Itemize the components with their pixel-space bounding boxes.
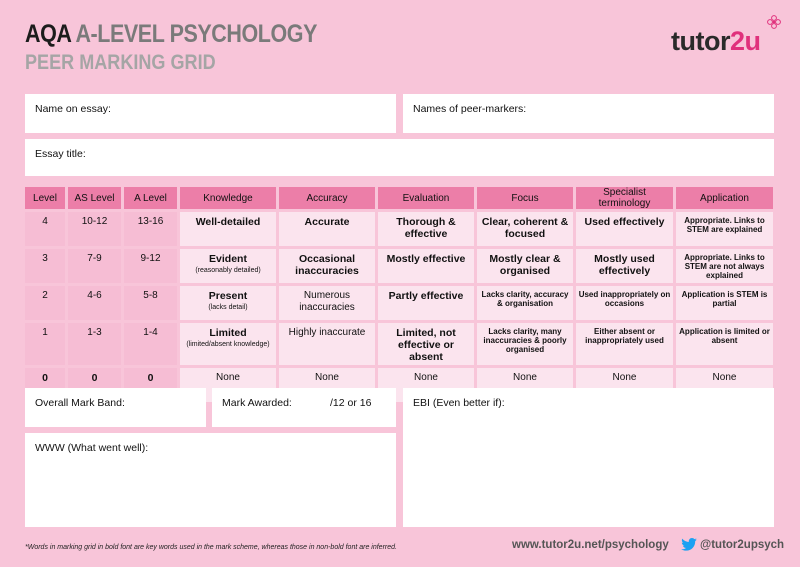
knowledge-text: Present xyxy=(208,290,248,302)
application-cell: None xyxy=(676,368,773,402)
ebi-field[interactable] xyxy=(403,388,774,527)
header-application: Application xyxy=(676,187,773,209)
name-on-essay-field[interactable] xyxy=(25,94,396,133)
knowledge-note: (lacks detail) xyxy=(208,304,248,312)
level-cell: 1 xyxy=(25,323,65,365)
grid-row xyxy=(25,212,773,246)
grid-row xyxy=(25,286,773,320)
twitter-icon xyxy=(681,538,697,551)
logo-text: tutor xyxy=(671,26,730,56)
focus-cell: Mostly clear & organised xyxy=(477,249,573,283)
ebi-label: EBI (Even better if): xyxy=(413,397,505,409)
header-knowledge: Knowledge xyxy=(180,187,276,209)
overall-mark-band-label: Overall Mark Band: xyxy=(35,397,125,409)
application-cell: Application is STEM is partial xyxy=(676,286,773,320)
level-cell: 4 xyxy=(25,212,65,246)
mark-awarded-field[interactable] xyxy=(212,388,396,427)
a-level-cell: 1-4 xyxy=(124,323,177,365)
a-level-cell: 13-16 xyxy=(124,212,177,246)
knowledge-cell xyxy=(180,212,276,246)
peer-markers-label: Names of peer-markers: xyxy=(413,103,527,115)
knowledge-note: (limited/absent knowledge) xyxy=(186,341,270,349)
a-level-cell: 5-8 xyxy=(124,286,177,320)
name-on-essay-label: Name on essay: xyxy=(35,103,111,115)
accuracy-cell: None xyxy=(279,368,375,402)
evaluation-cell: Mostly effective xyxy=(378,249,474,283)
page-title xyxy=(25,20,317,49)
accuracy-cell: Accurate xyxy=(279,212,375,246)
flower-icon xyxy=(766,14,782,30)
application-cell: Application is limited or absent xyxy=(676,323,773,365)
title-aqa: AQA xyxy=(25,20,71,48)
application-cell: Appropriate. Links to STEM are not always explained xyxy=(676,249,773,283)
knowledge-cell xyxy=(180,323,276,365)
header-a-level: A Level xyxy=(124,187,177,209)
peer-markers-field[interactable] xyxy=(403,94,774,133)
footer-note: *Words in marking grid in bold font are key words used in the mark scheme, whereas those in non-bold font are inferred. xyxy=(25,544,397,551)
knowledge-cell: None xyxy=(180,368,276,402)
knowledge-text: Well-detailed xyxy=(195,216,261,228)
title-subject: A-LEVEL PSYCHOLOGY xyxy=(75,20,317,48)
knowledge-note: (reasonably detailed) xyxy=(195,267,261,275)
header-as-level: AS Level xyxy=(68,187,121,209)
grid-row xyxy=(25,323,773,365)
www-field[interactable] xyxy=(25,433,396,527)
terminology-cell: Used effectively xyxy=(576,212,673,246)
terminology-cell: None xyxy=(576,368,673,402)
as-level-cell: 7-9 xyxy=(68,249,121,283)
evaluation-cell: Limited, not effective or absent xyxy=(378,323,474,365)
terminology-cell: Either absent or inappropriately used xyxy=(576,323,673,365)
overall-mark-band-field[interactable] xyxy=(25,388,206,427)
mark-awarded-label: Mark Awarded: xyxy=(222,397,292,409)
evaluation-cell: Partly effective xyxy=(378,286,474,320)
accuracy-cell: Highly inaccurate xyxy=(279,323,375,365)
as-level-cell: 0 xyxy=(68,368,121,402)
focus-cell: Lacks clarity, accuracy & organisation xyxy=(477,286,573,320)
grid-row xyxy=(25,249,773,283)
header-level: Level xyxy=(25,187,65,209)
knowledge-text: Evident xyxy=(209,253,247,265)
a-level-cell: 9-12 xyxy=(124,249,177,283)
knowledge-cell xyxy=(180,249,276,283)
a-level-cell: 0 xyxy=(124,368,177,402)
terminology-cell: Mostly used effectively xyxy=(576,249,673,283)
focus-cell: Clear, coherent & focused xyxy=(477,212,573,246)
page-subtitle: PEER MARKING GRID xyxy=(25,51,216,74)
level-cell: 2 xyxy=(25,286,65,320)
accuracy-cell: Occasional inaccuracies xyxy=(279,249,375,283)
twitter-handle[interactable]: @tutor2upsych xyxy=(700,539,785,551)
focus-cell: None xyxy=(477,368,573,402)
application-cell: Appropriate. Links to STEM are explained xyxy=(676,212,773,246)
level-cell: 3 xyxy=(25,249,65,283)
header-focus: Focus xyxy=(477,187,573,209)
evaluation-cell: Thorough & effective xyxy=(378,212,474,246)
evaluation-cell: None xyxy=(378,368,474,402)
knowledge-text: Limited xyxy=(209,327,247,339)
level-cell: 0 xyxy=(25,368,65,402)
logo-accent: 2u xyxy=(729,26,761,56)
grid-header-row xyxy=(25,187,773,209)
focus-cell: Lacks clarity, many inaccuracies & poorly organised xyxy=(477,323,573,365)
header-evaluation: Evaluation xyxy=(378,187,474,209)
mark-awarded-suffix: /12 or 16 xyxy=(330,397,372,409)
as-level-cell: 10-12 xyxy=(68,212,121,246)
www-label: WWW (What went well): xyxy=(35,442,149,454)
header-accuracy: Accuracy xyxy=(279,187,375,209)
marking-grid xyxy=(22,184,776,405)
accuracy-cell: Numerous inaccuracies xyxy=(279,286,375,320)
essay-title-label: Essay title: xyxy=(35,148,86,160)
header-terminology: Specialist terminology xyxy=(576,187,673,209)
as-level-cell: 1-3 xyxy=(68,323,121,365)
website-link[interactable]: www.tutor2u.net/psychology xyxy=(512,539,669,551)
knowledge-cell xyxy=(180,286,276,320)
tutor2u-logo xyxy=(671,26,761,57)
essay-title-field[interactable] xyxy=(25,139,774,176)
terminology-cell: Used inappropriately on occasions xyxy=(576,286,673,320)
as-level-cell: 4-6 xyxy=(68,286,121,320)
